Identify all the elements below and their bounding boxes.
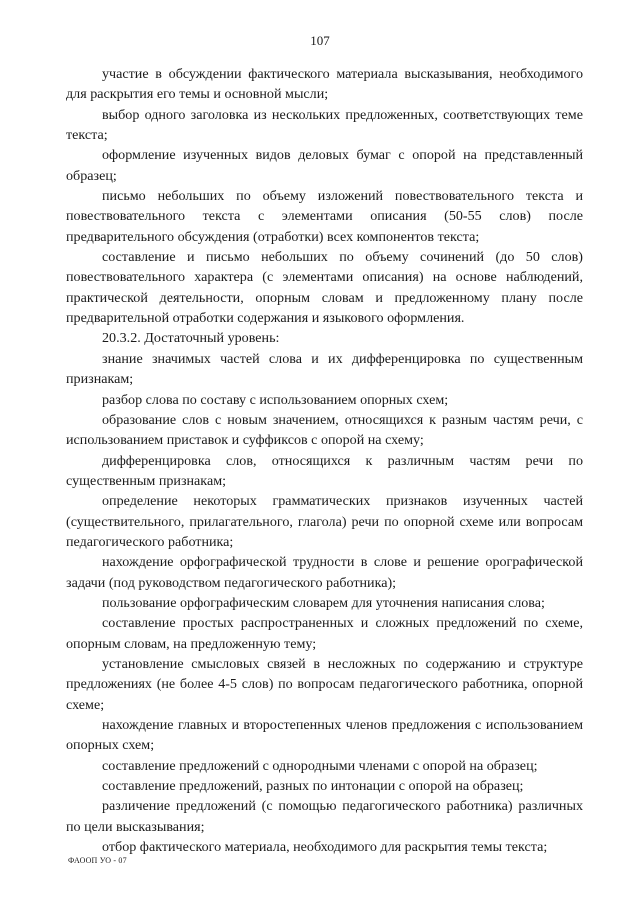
paragraph: составление предложений с однородными членами с опорой на образец; (102, 757, 538, 774)
paragraph: различение предложений (с помощью педагогического работника) различных по цели высказывания; (66, 798, 583, 835)
section-heading: 20.3.2. Достаточный уровень: (102, 330, 280, 347)
paragraph: нахождение орфографической трудности в слове и решение орографической задачи (под руководством педагогического работника); (66, 554, 583, 591)
paragraph: определение некоторых грамматических признаков изученных частей (существительного, прилагательного, глагола) речи по опорной схеме или вопросам педагогического работника; (66, 493, 583, 550)
paragraph: отбор фактического материала, необходимого для раскрытия темы текста; (102, 839, 548, 856)
paragraph: образование слов с новым значением, относящихся к разным частям речи, с использованием приставок и суффиксов с опорой на схему; (66, 411, 583, 449)
paragraph: участие в обсуждении фактического материала высказывания, необходимого для раскрытия его темы и основной мысли; (66, 66, 583, 103)
paragraph: составление и письмо небольших по объему сочинений (до 50 слов) повествовательного характера (с элементами описания) на основе наблюдений, практической деятельности, опорным словам и предложенному плану после предварительной отработки содержания и языкового оформления. (66, 249, 583, 327)
paragraph: оформление изученных видов деловых бумаг с опорой на представленный образец; (66, 147, 583, 184)
page-body (66, 64, 583, 857)
paragraph: дифференцировка слов, относящихся к различным частям речи по существенным признакам; (66, 452, 583, 489)
page-number: 107 (310, 33, 330, 48)
paragraph: составление простых распространенных и сложных предложений по схеме, опорным словам, на предложенную тему; (66, 615, 583, 652)
paragraph: знание значимых частей слова и их дифференцировка по существенным признакам; (66, 350, 583, 388)
paragraph: письмо небольших по объему изложений повествовательного текста и повествовательного текста с элементами описания (50-55 слов) после предварительного обсуждения (отработки) всех компонентов текста; (66, 188, 583, 245)
paragraph: разбор слова по составу с использованием опорных схем; (102, 391, 449, 408)
paragraph: составление предложений, разных по интонации с опорой на образец; (102, 778, 524, 795)
paragraph: нахождение главных и второстепенных членов предложения с использованием опорных схем; (66, 717, 583, 754)
paragraph: выбор одного заголовка из нескольких предложенных, соответствующих теме текста; (66, 106, 583, 144)
paragraph: пользование орфографическим словарем для уточнения написания слова; (102, 594, 545, 611)
paragraph: установление смысловых связей в несложных по содержанию и структуре предложениях (не более 4-5 слов) по вопросам педагогического работника, опорной схеме; (66, 655, 583, 713)
document-code-footer: ФАООП УО - 07 (68, 856, 127, 865)
